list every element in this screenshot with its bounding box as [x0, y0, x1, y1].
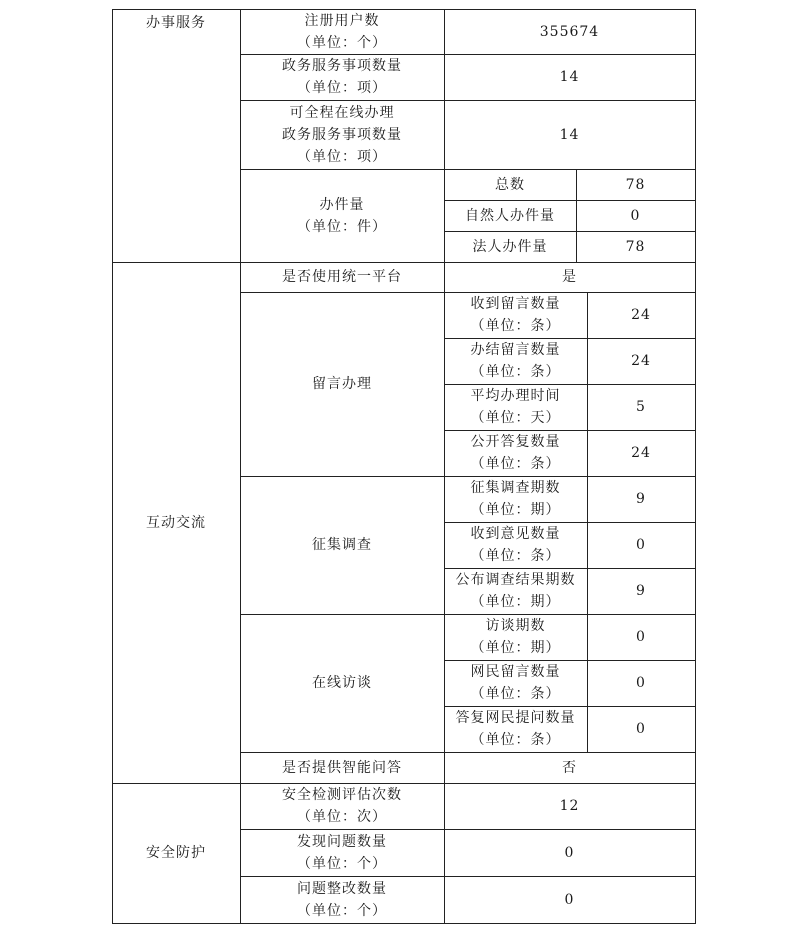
assessments-label-text-1: 安全检测评估次数 [282, 787, 402, 803]
volume-row-label-text-1: 总数 [495, 176, 525, 193]
messages-label [240, 292, 444, 476]
column-divider [444, 783, 445, 924]
volume-row-value [576, 200, 695, 231]
survey-row-value-text-1: 0 [636, 537, 646, 553]
interview-row-label-text-1: 访谈期数 [485, 618, 546, 634]
service-items-value-text-1: 14 [559, 69, 580, 85]
survey-row-value [587, 568, 695, 614]
volume-row-label-text-1: 法人办件量 [472, 238, 548, 255]
interview-row-value [587, 614, 695, 660]
row-divider [112, 783, 696, 784]
interview-row-value-text-1: 0 [636, 629, 646, 645]
row-divider [444, 200, 696, 201]
interview-row-label [444, 614, 587, 660]
issues-fixed-value-text-1: 0 [564, 891, 575, 908]
messages-row-label-text-2: （单位：条） [470, 456, 561, 472]
volume-label [240, 169, 444, 262]
volume-row-value-text-1: 78 [625, 238, 646, 255]
row-divider [240, 100, 696, 101]
row-divider [444, 706, 696, 707]
issues-fixed-value [444, 876, 695, 923]
registered-users-value-text-1: 355674 [539, 23, 600, 40]
survey-row-label-text-2: （单位：期） [470, 594, 561, 610]
volume-label-text-2: （单位：件） [297, 218, 387, 235]
unified-platform-label [240, 262, 444, 292]
interview-row-label-text-2: （单位：条） [470, 686, 561, 702]
online-items-label-text-3: （单位：项） [297, 148, 387, 165]
survey-row-label [444, 522, 587, 568]
messages-row-value [587, 338, 695, 384]
interview-row-label [444, 660, 587, 706]
smart-qa-value-text-1: 否 [562, 759, 577, 776]
volume-row-value [576, 231, 695, 262]
row-divider [240, 876, 696, 877]
row-divider [240, 829, 696, 830]
assessments-value [444, 783, 695, 829]
online-items-value-text-1: 14 [559, 126, 580, 143]
table-border-right [695, 9, 696, 924]
issues-fixed-label-text-1: 问题整改数量 [297, 880, 387, 897]
volume-row-label [444, 231, 576, 262]
unified-platform-label-text-1: 是否使用统一平台 [282, 269, 402, 285]
table-border-top [112, 9, 696, 10]
survey-row-label-text-1: 公布调查结果期数 [455, 572, 576, 588]
messages-row-value-text-1: 24 [631, 445, 651, 461]
messages-row-value [587, 384, 695, 430]
interview-row-value-text-1: 0 [636, 675, 646, 691]
row-divider [240, 752, 696, 753]
row-divider [444, 568, 696, 569]
interview-row-label-text-2: （单位：条） [470, 732, 561, 748]
assessments-value-text-1: 12 [559, 798, 580, 814]
messages-row-label [444, 384, 587, 430]
interview-label-text-1: 在线访谈 [312, 675, 372, 691]
messages-row-label-text-2: （单位：天） [470, 410, 561, 426]
issues-found-label [240, 829, 444, 876]
messages-row-label-text-1: 公开答复数量 [470, 434, 561, 450]
survey-row-value [587, 476, 695, 522]
row-divider [240, 54, 696, 55]
service-items-value [444, 54, 695, 100]
issues-fixed-label-text-2: （单位：个） [297, 902, 387, 919]
messages-row-value-text-1: 5 [636, 399, 646, 415]
registered-users-value [444, 9, 695, 54]
column-divider [576, 169, 577, 263]
row-divider [444, 338, 696, 339]
survey-row-label-text-1: 收到意见数量 [470, 526, 561, 542]
survey-row-label-text-2: （单位：条） [470, 548, 561, 564]
online-items-label-text-2: 政务服务事项数量 [282, 126, 402, 143]
interview-row-value-text-1: 0 [636, 721, 646, 737]
service-items-label [240, 54, 444, 100]
survey-row-value-text-1: 9 [636, 491, 646, 507]
messages-row-label [444, 338, 587, 384]
online-items-label-text-1: 可全程在线办理 [289, 104, 395, 121]
survey-row-label [444, 568, 587, 614]
row-divider [444, 384, 696, 385]
messages-row-value-text-1: 24 [631, 353, 651, 369]
messages-row-label-text-2: （单位：条） [470, 364, 561, 380]
row-divider [240, 476, 696, 477]
section-security-text-1: 安全防护 [146, 845, 206, 861]
interview-row-label-text-1: 网民留言数量 [470, 664, 561, 680]
registered-users-label [240, 9, 444, 54]
section-security [112, 783, 240, 923]
row-divider [444, 522, 696, 523]
messages-label-text-1: 留言办理 [312, 376, 372, 392]
column-divider [240, 9, 241, 924]
interview-row-value [587, 660, 695, 706]
row-divider [444, 231, 696, 232]
row-divider [444, 660, 696, 661]
table-border-bottom [112, 923, 696, 924]
survey-label [240, 476, 444, 614]
messages-row-value-text-1: 24 [631, 307, 651, 323]
section-service-text-1: 办事服务 [146, 15, 206, 31]
volume-row-label [444, 200, 576, 231]
messages-row-label [444, 430, 587, 476]
messages-row-label-text-1: 收到留言数量 [470, 296, 561, 312]
volume-row-label [444, 169, 576, 200]
survey-row-label-text-1: 征集调查期数 [470, 480, 561, 496]
messages-row-value [587, 292, 695, 338]
assessments-label-text-2: （单位：次） [297, 809, 387, 825]
survey-label-text-1: 征集调查 [312, 537, 372, 553]
column-divider [444, 9, 445, 263]
issues-found-label-text-1: 发现问题数量 [297, 833, 387, 850]
row-divider [240, 614, 696, 615]
volume-row-label-text-1: 自然人办件量 [465, 207, 555, 224]
registered-users-label-text-1: 注册用户数 [304, 12, 380, 29]
survey-row-label-text-2: （单位：期） [470, 502, 561, 518]
messages-row-value [587, 430, 695, 476]
section-interaction [112, 262, 240, 783]
registered-users-label-text-2: （单位：个） [297, 34, 387, 51]
survey-row-value-text-1: 9 [636, 583, 646, 599]
assessments-label [240, 783, 444, 829]
online-items-label [240, 100, 444, 169]
volume-row-value [576, 169, 695, 200]
interview-label [240, 614, 444, 752]
issues-found-value [444, 829, 695, 876]
table-border-left [112, 9, 113, 924]
row-divider [240, 169, 696, 170]
survey-row-value [587, 522, 695, 568]
issues-fixed-label [240, 876, 444, 923]
service-items-label-text-1: 政务服务事项数量 [282, 58, 402, 74]
smart-qa-label [240, 752, 444, 783]
interview-row-value [587, 706, 695, 752]
messages-row-label-text-2: （单位：条） [470, 318, 561, 334]
interview-row-label-text-2: （单位：期） [470, 640, 561, 656]
online-items-value [444, 100, 695, 169]
messages-row-label [444, 292, 587, 338]
messages-row-label-text-1: 平均办理时间 [470, 388, 561, 404]
interview-row-label-text-1: 答复网民提问数量 [455, 710, 576, 726]
smart-qa-value [444, 752, 695, 783]
messages-row-label-text-1: 办结留言数量 [470, 342, 561, 358]
volume-row-value-text-1: 78 [625, 176, 646, 193]
service-items-label-text-2: （单位：项） [297, 80, 387, 96]
issues-found-value-text-1: 0 [564, 844, 575, 861]
survey-row-label [444, 476, 587, 522]
row-divider [240, 292, 696, 293]
section-service [112, 9, 240, 262]
row-divider [112, 262, 696, 263]
volume-row-value-text-1: 0 [630, 207, 641, 224]
unified-platform-value-text-1: 是 [562, 269, 577, 285]
interview-row-label [444, 706, 587, 752]
section-interaction-text-1: 互动交流 [146, 514, 206, 531]
smart-qa-label-text-1: 是否提供智能问答 [282, 759, 402, 776]
issues-found-label-text-2: （单位：个） [297, 855, 387, 872]
unified-platform-value [444, 262, 695, 292]
volume-label-text-1: 办件量 [319, 196, 365, 213]
row-divider [444, 430, 696, 431]
